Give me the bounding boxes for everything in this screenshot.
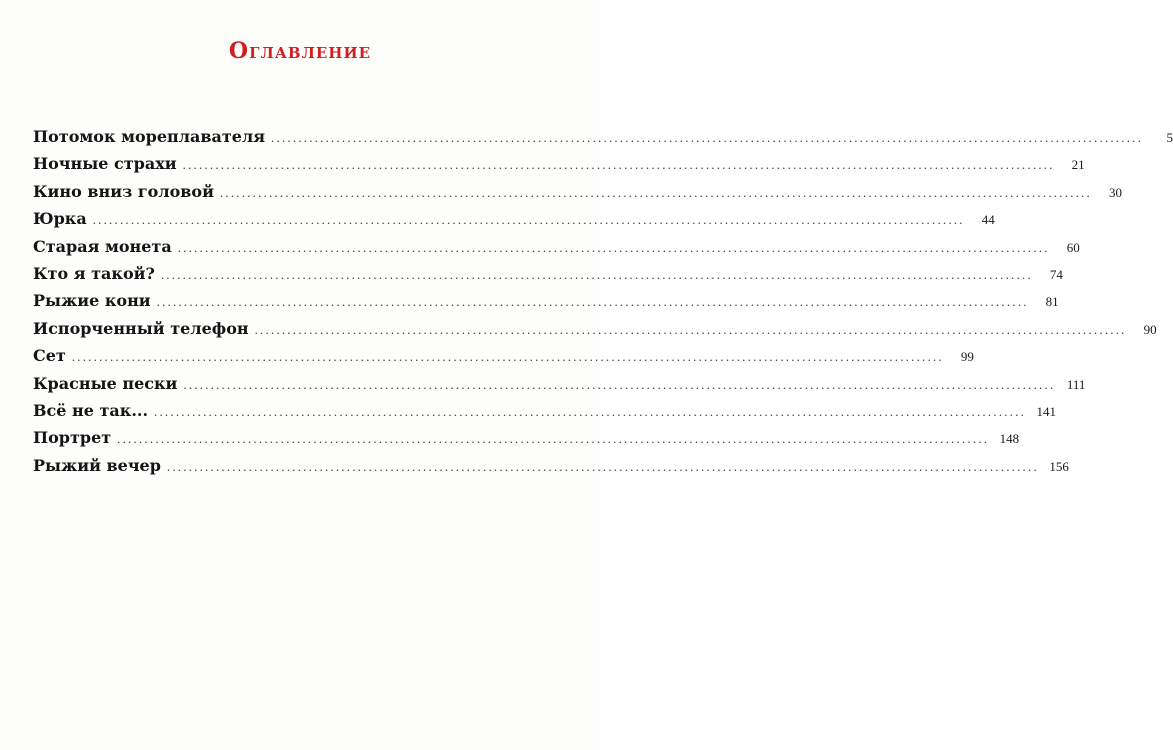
- toc-entry-title: Красные пески: [33, 373, 178, 393]
- toc-entry-title: Ночные страхи: [33, 154, 177, 174]
- toc-entry: [33, 205, 995, 232]
- toc-entry: [33, 178, 1122, 205]
- table-of-contents: [33, 123, 1173, 479]
- toc-entry-page: 141: [1036, 403, 1057, 419]
- toc-leader-dots: ................................................................................................................................................................: [71, 349, 944, 365]
- toc-entry-title: Рыжие кони: [33, 291, 151, 311]
- toc-entry-title: Испорченный телефон: [33, 318, 249, 338]
- toc-entry: [33, 260, 1063, 287]
- toc-leader-dots: ................................................................................................................................................................: [117, 431, 990, 447]
- toc-leader-dots: ................................................................................................................................................................: [271, 130, 1144, 145]
- toc-leader-dots: ................................................................................................................................................................: [156, 294, 1029, 310]
- toc-entry-page: 81: [1045, 294, 1059, 310]
- toc-leader-dots: ................................................................................................................................................................: [219, 184, 1092, 200]
- toc-entry-title: Всё не так...: [33, 400, 149, 420]
- toc-entry-page: 156: [1049, 458, 1069, 474]
- toc-leader-dots: ................................................................................................................................................................: [183, 376, 1056, 392]
- toc-entry-title: Юрка: [33, 209, 87, 229]
- toc-entry: [33, 424, 1020, 451]
- toc-entry: [33, 287, 1059, 314]
- toc-entry-title: Рыжий вечер: [33, 455, 161, 475]
- toc-entry: [33, 397, 1057, 424]
- toc-entry-title: Потомок мореплавателя: [33, 127, 266, 146]
- toc-entry-title: Сет: [33, 346, 66, 366]
- toc-entry-title: Старая монета: [33, 236, 172, 256]
- toc-entry-page: 30: [1108, 184, 1122, 200]
- toc-leader-dots: ................................................................................................................................................................: [177, 239, 1050, 255]
- toc-entry-page: 148: [999, 431, 1020, 447]
- toc-entry-title: Кино вниз головой: [33, 181, 214, 201]
- toc-entry: [33, 342, 974, 369]
- page-title: Оглавление: [228, 38, 372, 64]
- toc-entry-page: 99: [960, 349, 974, 365]
- toc-leader-dots: ................................................................................................................................................................: [254, 321, 1127, 337]
- toc-leader-dots: ................................................................................................................................................................: [92, 212, 965, 228]
- toc-entry-page: 21: [1071, 157, 1085, 173]
- toc-leader-dots: ................................................................................................................................................................: [182, 157, 1055, 173]
- toc-leader-dots: ................................................................................................................................................................: [166, 458, 1039, 474]
- toc-leader-dots: ................................................................................................................................................................: [160, 266, 1033, 282]
- toc-entry: [33, 123, 1173, 150]
- toc-leader-dots: ................................................................................................................................................................: [154, 403, 1027, 419]
- toc-entry-page: 74: [1049, 266, 1063, 282]
- toc-entry: [33, 452, 1069, 479]
- toc-entry-title: Портрет: [33, 428, 112, 448]
- toc-entry-page: 90: [1143, 321, 1157, 337]
- toc-entry: [33, 370, 1086, 397]
- toc-entry-page: 111: [1066, 376, 1086, 392]
- toc-entry: [33, 233, 1080, 260]
- toc-entry-page: 5: [1166, 130, 1173, 145]
- toc-entry: [33, 150, 1085, 177]
- toc-entry: [33, 315, 1157, 342]
- toc-entry-page: 60: [1066, 239, 1080, 255]
- toc-entry-page: 44: [981, 212, 995, 228]
- toc-entry-title: Кто я такой?: [33, 263, 155, 283]
